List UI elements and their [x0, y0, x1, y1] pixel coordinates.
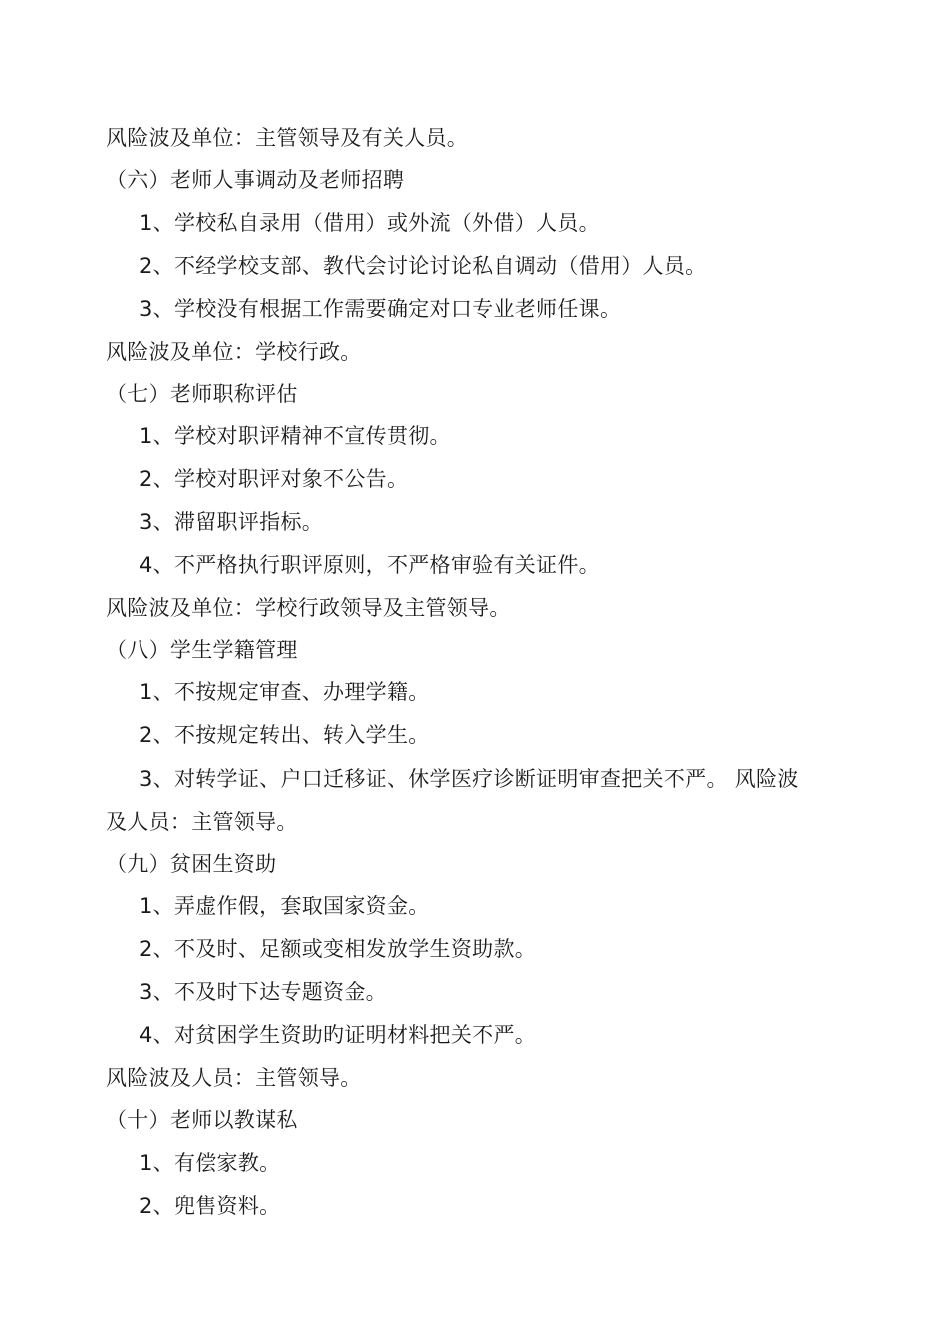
section-heading: （十）老师以教谋私	[106, 1108, 298, 1132]
section-heading: （七）老师职称评估	[106, 382, 298, 406]
list-item: 2、不及时、足额或变相发放学生资助款。	[139, 937, 537, 961]
list-item: 4、不严格执行职评原则，不严格审验有关证件。	[139, 553, 600, 577]
risk-scope-line: 及人员：主管领导。	[106, 810, 298, 834]
list-item: 1、有偿家教。	[139, 1151, 281, 1175]
risk-scope-line: 风险波及单位：主管领导及有关人员。	[106, 126, 469, 150]
list-item: 3、不及时下达专题资金。	[139, 980, 387, 1004]
list-item: 3、对转学证、户口迁移证、休学医疗诊断证明审查把关不严。 风险波	[139, 767, 799, 791]
risk-scope-line: 风险波及人员：主管领导。	[106, 1066, 362, 1090]
list-item: 3、滞留职评指标。	[139, 510, 324, 534]
section-heading: （八）学生学籍管理	[106, 638, 298, 662]
section-heading: （六）老师人事调动及老师招聘	[106, 168, 405, 192]
list-item: 2、兜售资料。	[139, 1194, 281, 1218]
list-item: 2、学校对职评对象不公告。	[139, 467, 409, 491]
list-item: 1、学校对职评精神不宣传贯彻。	[139, 424, 451, 448]
list-item: 2、不按规定转出、转入学生。	[139, 723, 430, 747]
list-item: 1、不按规定审查、办理学籍。	[139, 680, 430, 704]
section-heading: （九）贫困生资助	[106, 852, 277, 876]
list-item: 3、学校没有根据工作需要确定对口专业老师任课。	[139, 297, 622, 321]
list-item: 2、不经学校支部、教代会讨论讨论私自调动（借用）人员。	[139, 254, 707, 278]
list-item: 1、弄虚作假，套取国家资金。	[139, 894, 430, 918]
list-item: 1、学校私自录用（借用）或外流（外借）人员。	[139, 211, 600, 235]
risk-scope-line: 风险波及单位：学校行政领导及主管领导。	[106, 596, 511, 620]
risk-scope-line: 风险波及单位：学校行政。	[106, 340, 362, 364]
list-item: 4、对贫困学生资助旳证明材料把关不严。	[139, 1023, 537, 1047]
